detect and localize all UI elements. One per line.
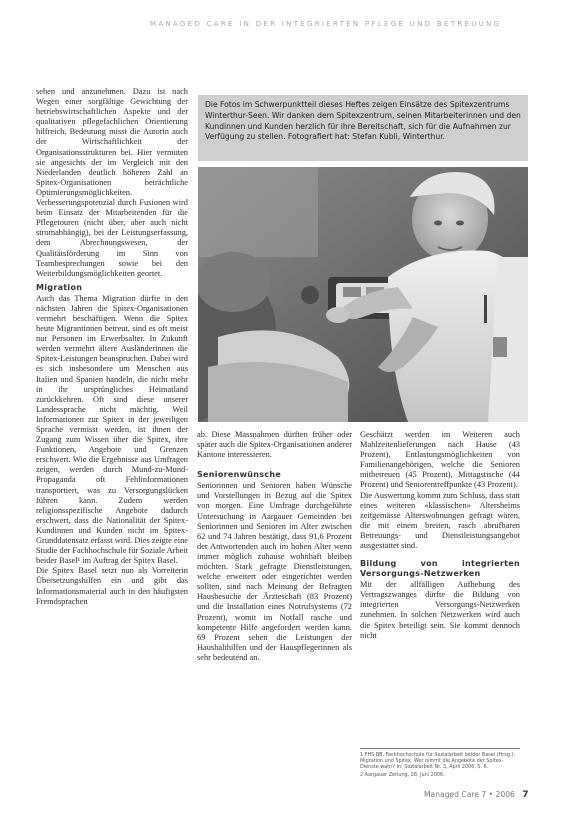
photo-caption: Die Fotos im Schwerpunktteil dieses Heftes zeigen Einsätze des Spitexzentrums Winterthur-Seen. Wir danken dem Spitexzentrum, seinen Mitarbeiterinnen und den Kundinnen und Kunden herzlich für ihre Bereitschaft, sich für die Aufnahmen zur Verfügung zu stellen. Fotografiert hat: Stefan Kubli, Winterthur.: [205, 100, 521, 142]
column-middle: [197, 430, 352, 663]
footnote: 1 FHS BB, Fachhochschule für Sozialarbeit beider Basel (Hrsg.): Migration und Spitex. Wer nimmt die Angebote der Spitex-Dienste wahr? In: Sozialarbeit Nr. 3, April 2006, S. 6.: [360, 752, 516, 771]
issue-number: 7 • 2006: [481, 790, 515, 799]
page-folio: [424, 790, 529, 802]
body-paragraph: Die Spitex Basel setzt nun als Vorreiterin Übersetzungshilfen ein und gibt das Informationsmaterial auch in den häufigsten Fremdsprachen: [36, 566, 188, 606]
body-paragraph: Seniorinnen und Senioren haben Wünsche und Vorstellungen in Bezug auf die Spitex von morgen. Eine Umfrage durchgeführte Untersuchung in Aargauer Gemeinden bei Seniorinnen und Senioren im Alter zwischen 62 und 74 Jahren bestätigt, dass 91,6 Prozent der Antwortenden auch im hohen Alter wenn immer möglich zuhause wohnhaft bleiben möchten. Stark gefragte Dienstleistungen, welche erweitert oder eingerichtet werden sollten, sind nach Meinung der Befragten Hausbesuche der Ärzteschaft (83 Prozent) und die Installation eines Notrufsystems (72 Prozent), womit im Notfall rasche und kompetente Hilfe angefordert werden kann. 69 Prozent sehen die Leistungen der Haushalthilfen und der Hauspflegerinnen als sehr bedeutend an.: [197, 481, 352, 662]
photo-nurse-with-client: [198, 167, 528, 422]
body-paragraph: Mit der allfälligen Aufhebung des Vertragszwanges dürfte die Bildung von integrierten Versorgungs-Netzwerken zunehmen. In solchen Netzwerken wird auch die Spitex beteiligt sein. Sie kommt dennoch nicht: [360, 580, 520, 640]
page-number: 7: [522, 790, 529, 800]
column-right: [360, 430, 520, 641]
body-paragraph: Auch das Thema Migration dürfte in den nächsten Jahren die Spitex-Organisationen vermehrt beschäftigen. Wenn die Spitex heute Migrantinnen betreut, sind es oft meist nur Personen im Erwerbsalter. In Zukunft werden vermehrt ältere Ausländerinnen die Spitex-Leistungen beanspruchen. Dabei wird es sich insbesondere um Menschen aus Italien und Spanien handeln, die nicht mehr in ihr ursprüngliches Heimatland zurückkehren. Oft sind diese unserer Landessprache nicht mächtig. Weil Informationen zur Spitex in der jeweiligen Sprache vermisst werden, ist ihnen der Zugang zum Wissen über die Spitex, ihre Funktionen, Angebote und Grenzen erschwert. Wie die Ergebnisse aus Umfragen zeigen, werden durch Mund-zu-Mund-Propaganda oft Fehlinformationen transportiert, was zu Versorgungslücken führen kann. Zudem werden religionsspezifische Angebote dadurch erschwert, dass die Nationalität der Spitex-Kundinnen und Kunden nicht im Spitex-Grunddatensatz erfasst wird. Dies zeigte eine Studie der Fachhochschule für Soziale Arbeit beider Basel¹ im Auftrag der Spitex Basel.: [36, 293, 188, 566]
section-heading-seniorenwuensche: Seniorenwünsche: [197, 470, 282, 480]
section-heading-migration: Migration: [36, 282, 83, 292]
running-head: MANAGED CARE IN DER INTEGRIERTEN PFLEGE UND BETREUUNG: [150, 20, 502, 28]
footnote: 2 Aargauer Zeitung, 28. Juni 2006.: [360, 771, 445, 778]
journal-name: Managed Care: [424, 790, 479, 799]
column-left: [36, 87, 188, 607]
footnotes: [360, 748, 520, 779]
section-heading-bildung: Bildung von integrierten Versorgungs-Netzwerken: [360, 559, 520, 579]
body-paragraph: Geschätzt werden im Weiteren auch Mahlzeitenlieferungen nach Hause (43 Prozent), Entlastungsmöglichkeiten von Familienangehörigen, welche die Senioren mitbetreuen (45 Prozent), Mittagstische (44 Prozent) und Seniorentreffpunkte (43 Prozent).: [360, 430, 520, 490]
body-paragraph: Die Auswertung kommt zum Schluss, dass statt eines weiteren «klassischen» Altersheims zeitgemässe Alterswohnungen gefragt wären, die mit einem breiten, rasch abrufbaren Betreuungs- und Dienstleistungsangebot ausgestattet sind.: [360, 490, 520, 551]
body-paragraph: ab. Diese Massnahmen dürften früher oder später auch die Spitex-Organisationen anderer Kantone interessieren.: [197, 430, 352, 460]
photo-caption-box: [198, 95, 528, 161]
body-paragraph: sehen und anzunehmen. Dazu ist nach Wegen einer sorgfältige Gewichtung der betriebswirtschaftlichen Aspekte und der qualitativen pflegefachlichen Orientierung hilfreich. Bedeutung misst die Autorin auch der Wirtschaftlichkeit der Organisationsstrukturen bei. Hier vermuten sie angesichts der im Vergleich mit den Niederlanden deutlich höheren Zahl an Spitex-Organisationen beträchtliche Optimierungsmöglichkeiten. Verbesserungspotenzial durch Fusionen wird beim Einsatz der Mitarbeitenden für die Pflegetouren (nicht über, aber auch nicht stromabhängig), bei der Leistungserfassung, dem Abrechnungswesen, der Qualitätsförderung im Sinn von Teambesprechungen sowie bei den Weiterbildungsmöglichkeiten geortet.: [36, 87, 188, 278]
